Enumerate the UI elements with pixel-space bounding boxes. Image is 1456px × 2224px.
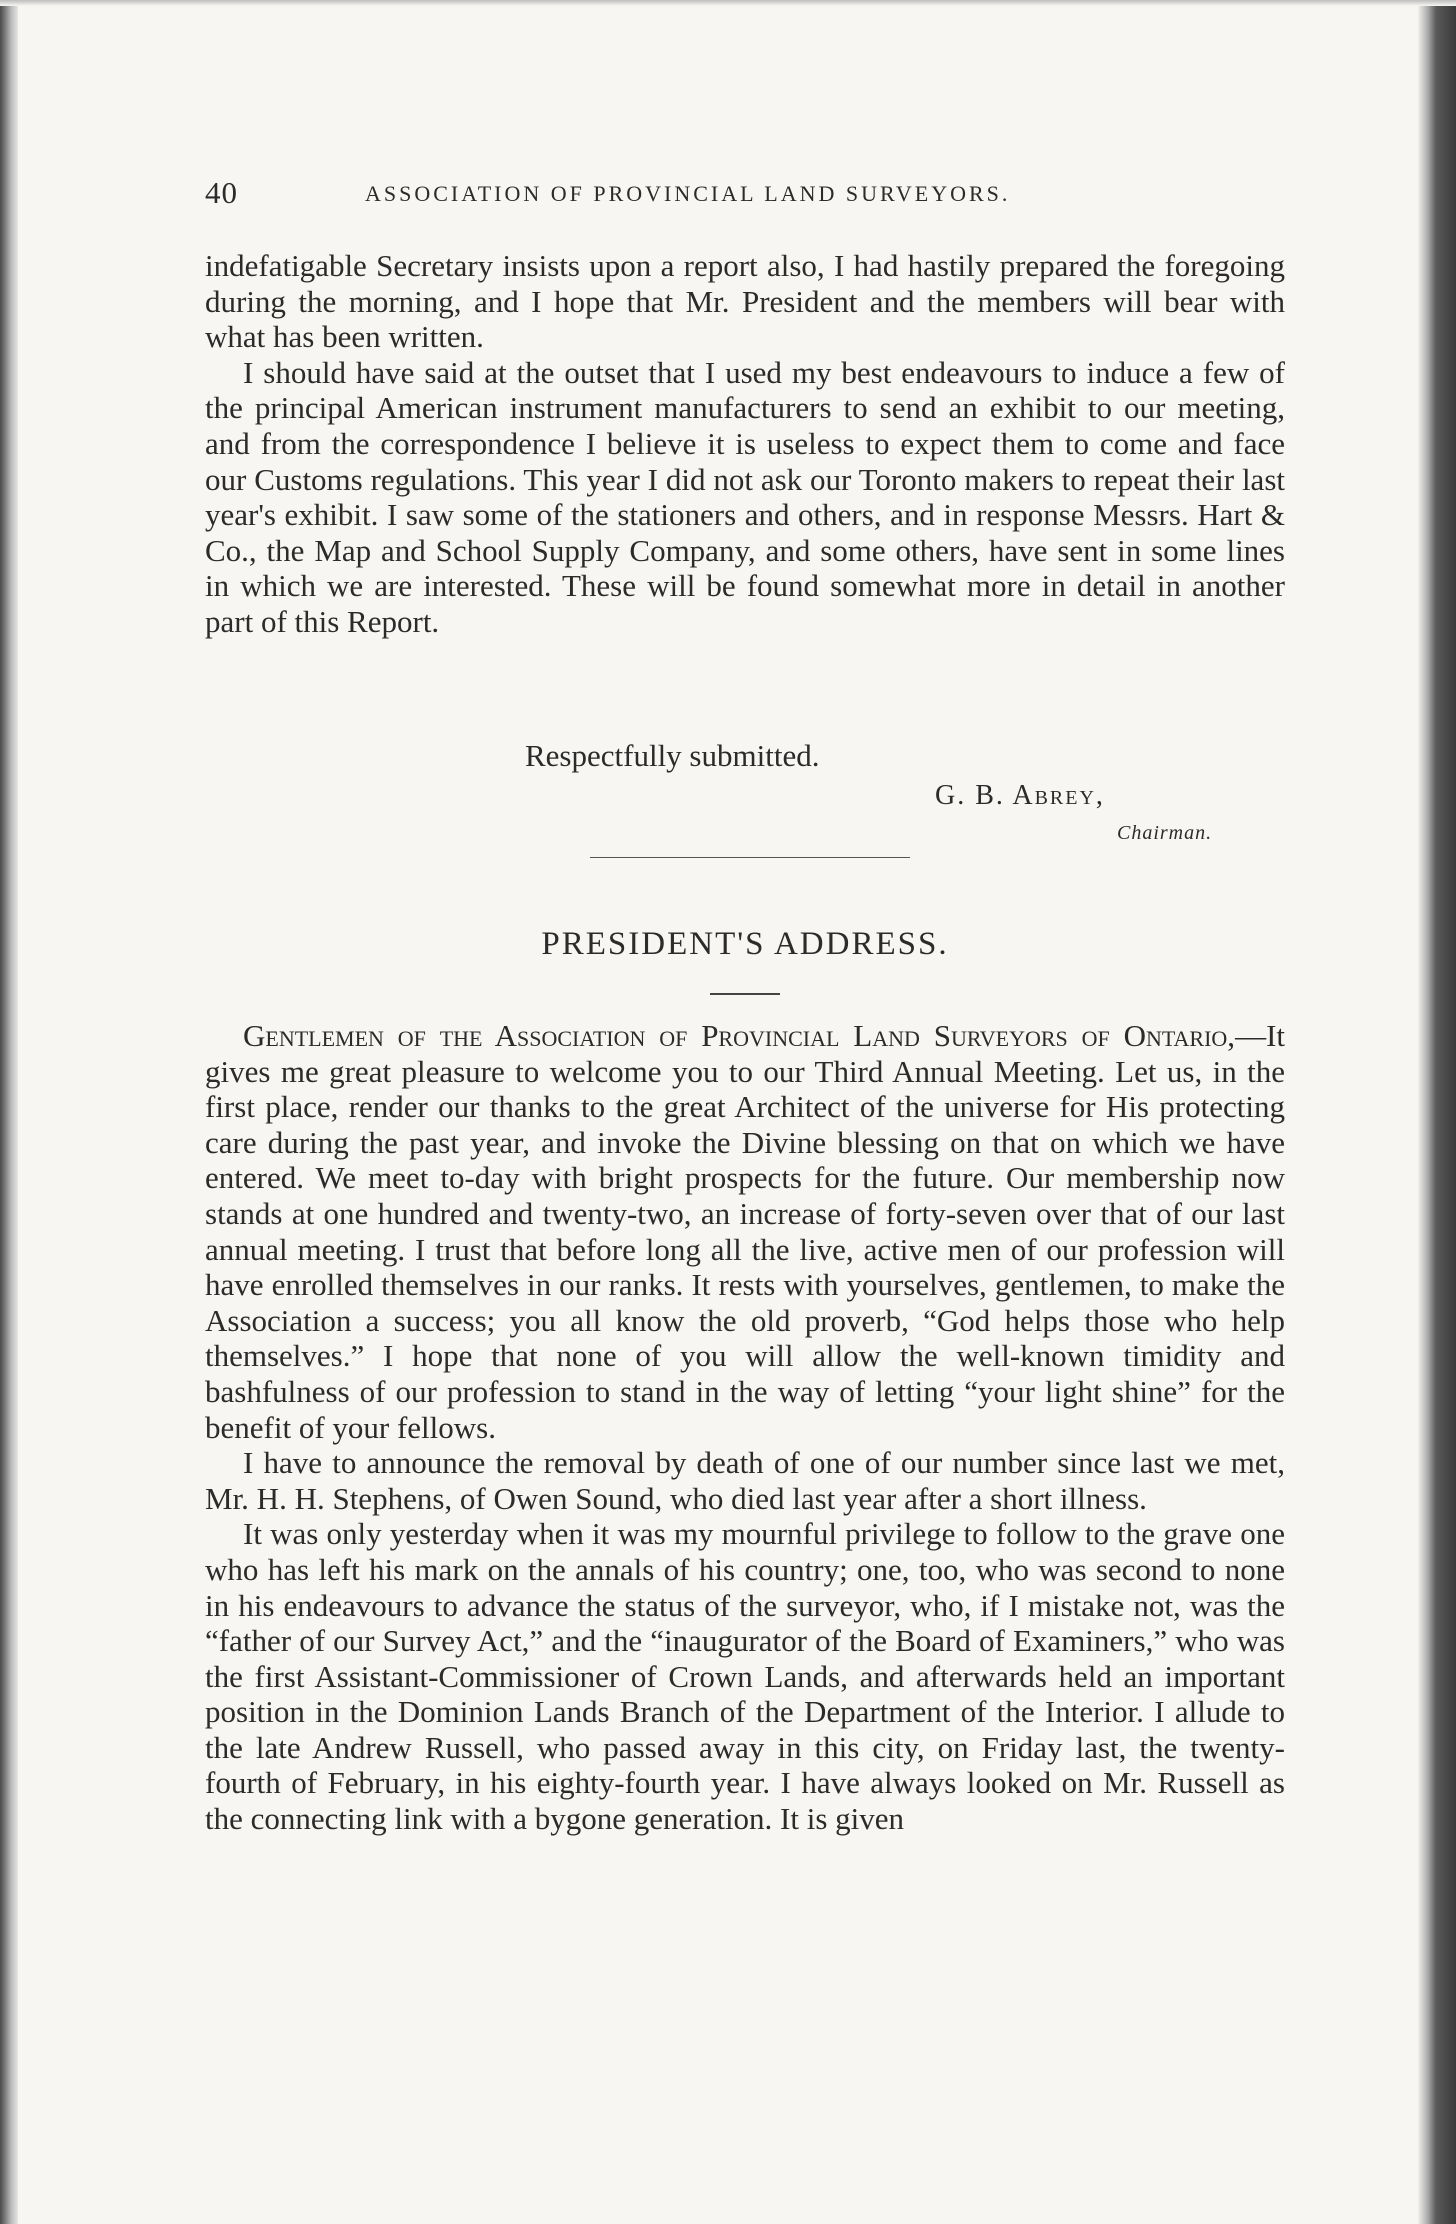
page-edge-shadow bbox=[0, 0, 1456, 6]
closing-line: Respectfully submitted. bbox=[525, 738, 820, 773]
address-paragraph-1 bbox=[205, 1018, 1285, 1445]
running-title: ASSOCIATION OF PROVINCIAL LAND SURVEYORS. bbox=[365, 181, 1011, 206]
title-underline bbox=[710, 993, 780, 995]
book-binding-left bbox=[0, 0, 18, 2224]
address-body bbox=[205, 1018, 1285, 1837]
signer-name: G. B. Abrey, bbox=[935, 780, 1105, 811]
signer-title: Chairman. bbox=[1117, 822, 1213, 844]
book-binding-right bbox=[1418, 0, 1456, 2224]
section-title: PRESIDENT'S ADDRESS. bbox=[541, 926, 949, 962]
address-paragraph-1-text: —It gives me great pleasure to welcome you to our Third Annual Meeting. Let us, in the first place, render our thanks to the great Architect of the universe for His protecting care during the past year, and invoke the Divine blessing on that on which we have entered. We meet to-day with bright prospects for the future. Our membership now stands at one hundred and twenty-two, an increase of forty-seven over that of our last annual meeting. I trust that before long all the live, active men of our profession will have enrolled themselves in our ranks. It rests with yourselves, gentlemen, to make the Association a success; you all know the old proverb, “God helps those who help themselves.” I hope that none of you will allow the well-known timidity and bashfulness of our profession to stand in the way of letting “your light shine” for the benefit of your fellows. bbox=[205, 1018, 1285, 1445]
address-paragraph-2: I have to announce the removal by death of one of our number since last we met, Mr. H. H. Stephens, of Owen Sound, who died last year after a short illness. bbox=[205, 1445, 1285, 1516]
section-divider bbox=[590, 857, 910, 858]
salutation: Gentlemen of the Association of Provincial Land Surveyors of Ontario, bbox=[243, 1018, 1236, 1053]
page-number: 40 bbox=[205, 175, 238, 210]
report-body bbox=[205, 248, 1285, 640]
report-paragraph-2: I should have said at the outset that I used my best endeavours to induce a few of the principal American instrument manufacturers to send an exhibit to our meeting, and from the correspondence I believe it is useless to expect them to come and face our Customs regulations. This year I did not ask our Toronto makers to repeat their last year's exhibit. I saw some of the stationers and others, and in response Messrs. Hart & Co., the Map and School Supply Company, and some others, have sent in some lines in which we are interested. These will be found somewhat more in detail in another part of this Report. bbox=[205, 354, 1285, 639]
address-paragraph-3: It was only yesterday when it was my mournful privilege to follow to the grave one who has left his mark on the annals of his country; one, too, who was second to none in his endeavours to advance the status of the surveyor, who, if I mistake not, was the “father of our Survey Act,” and the “inaugurator of the Board of Examiners,” who was the first Assistant-Commissioner of Crown Lands, and afterwards held an important position in the Dominion Lands Branch of the Department of the Interior. I allude to the late Andrew Russell, who passed away in this city, on Friday last, the twenty-fourth of February, in his eighty-fourth year. I have always looked on Mr. Russell as the connecting link with a bygone generation. It is given bbox=[205, 1516, 1285, 1837]
running-head bbox=[205, 175, 1285, 215]
report-paragraph-1: indefatigable Secretary insists upon a report also, I had hastily prepared the foregoing during the morning, and I hope that Mr. President and the members will bear with what has been written. bbox=[205, 248, 1285, 355]
